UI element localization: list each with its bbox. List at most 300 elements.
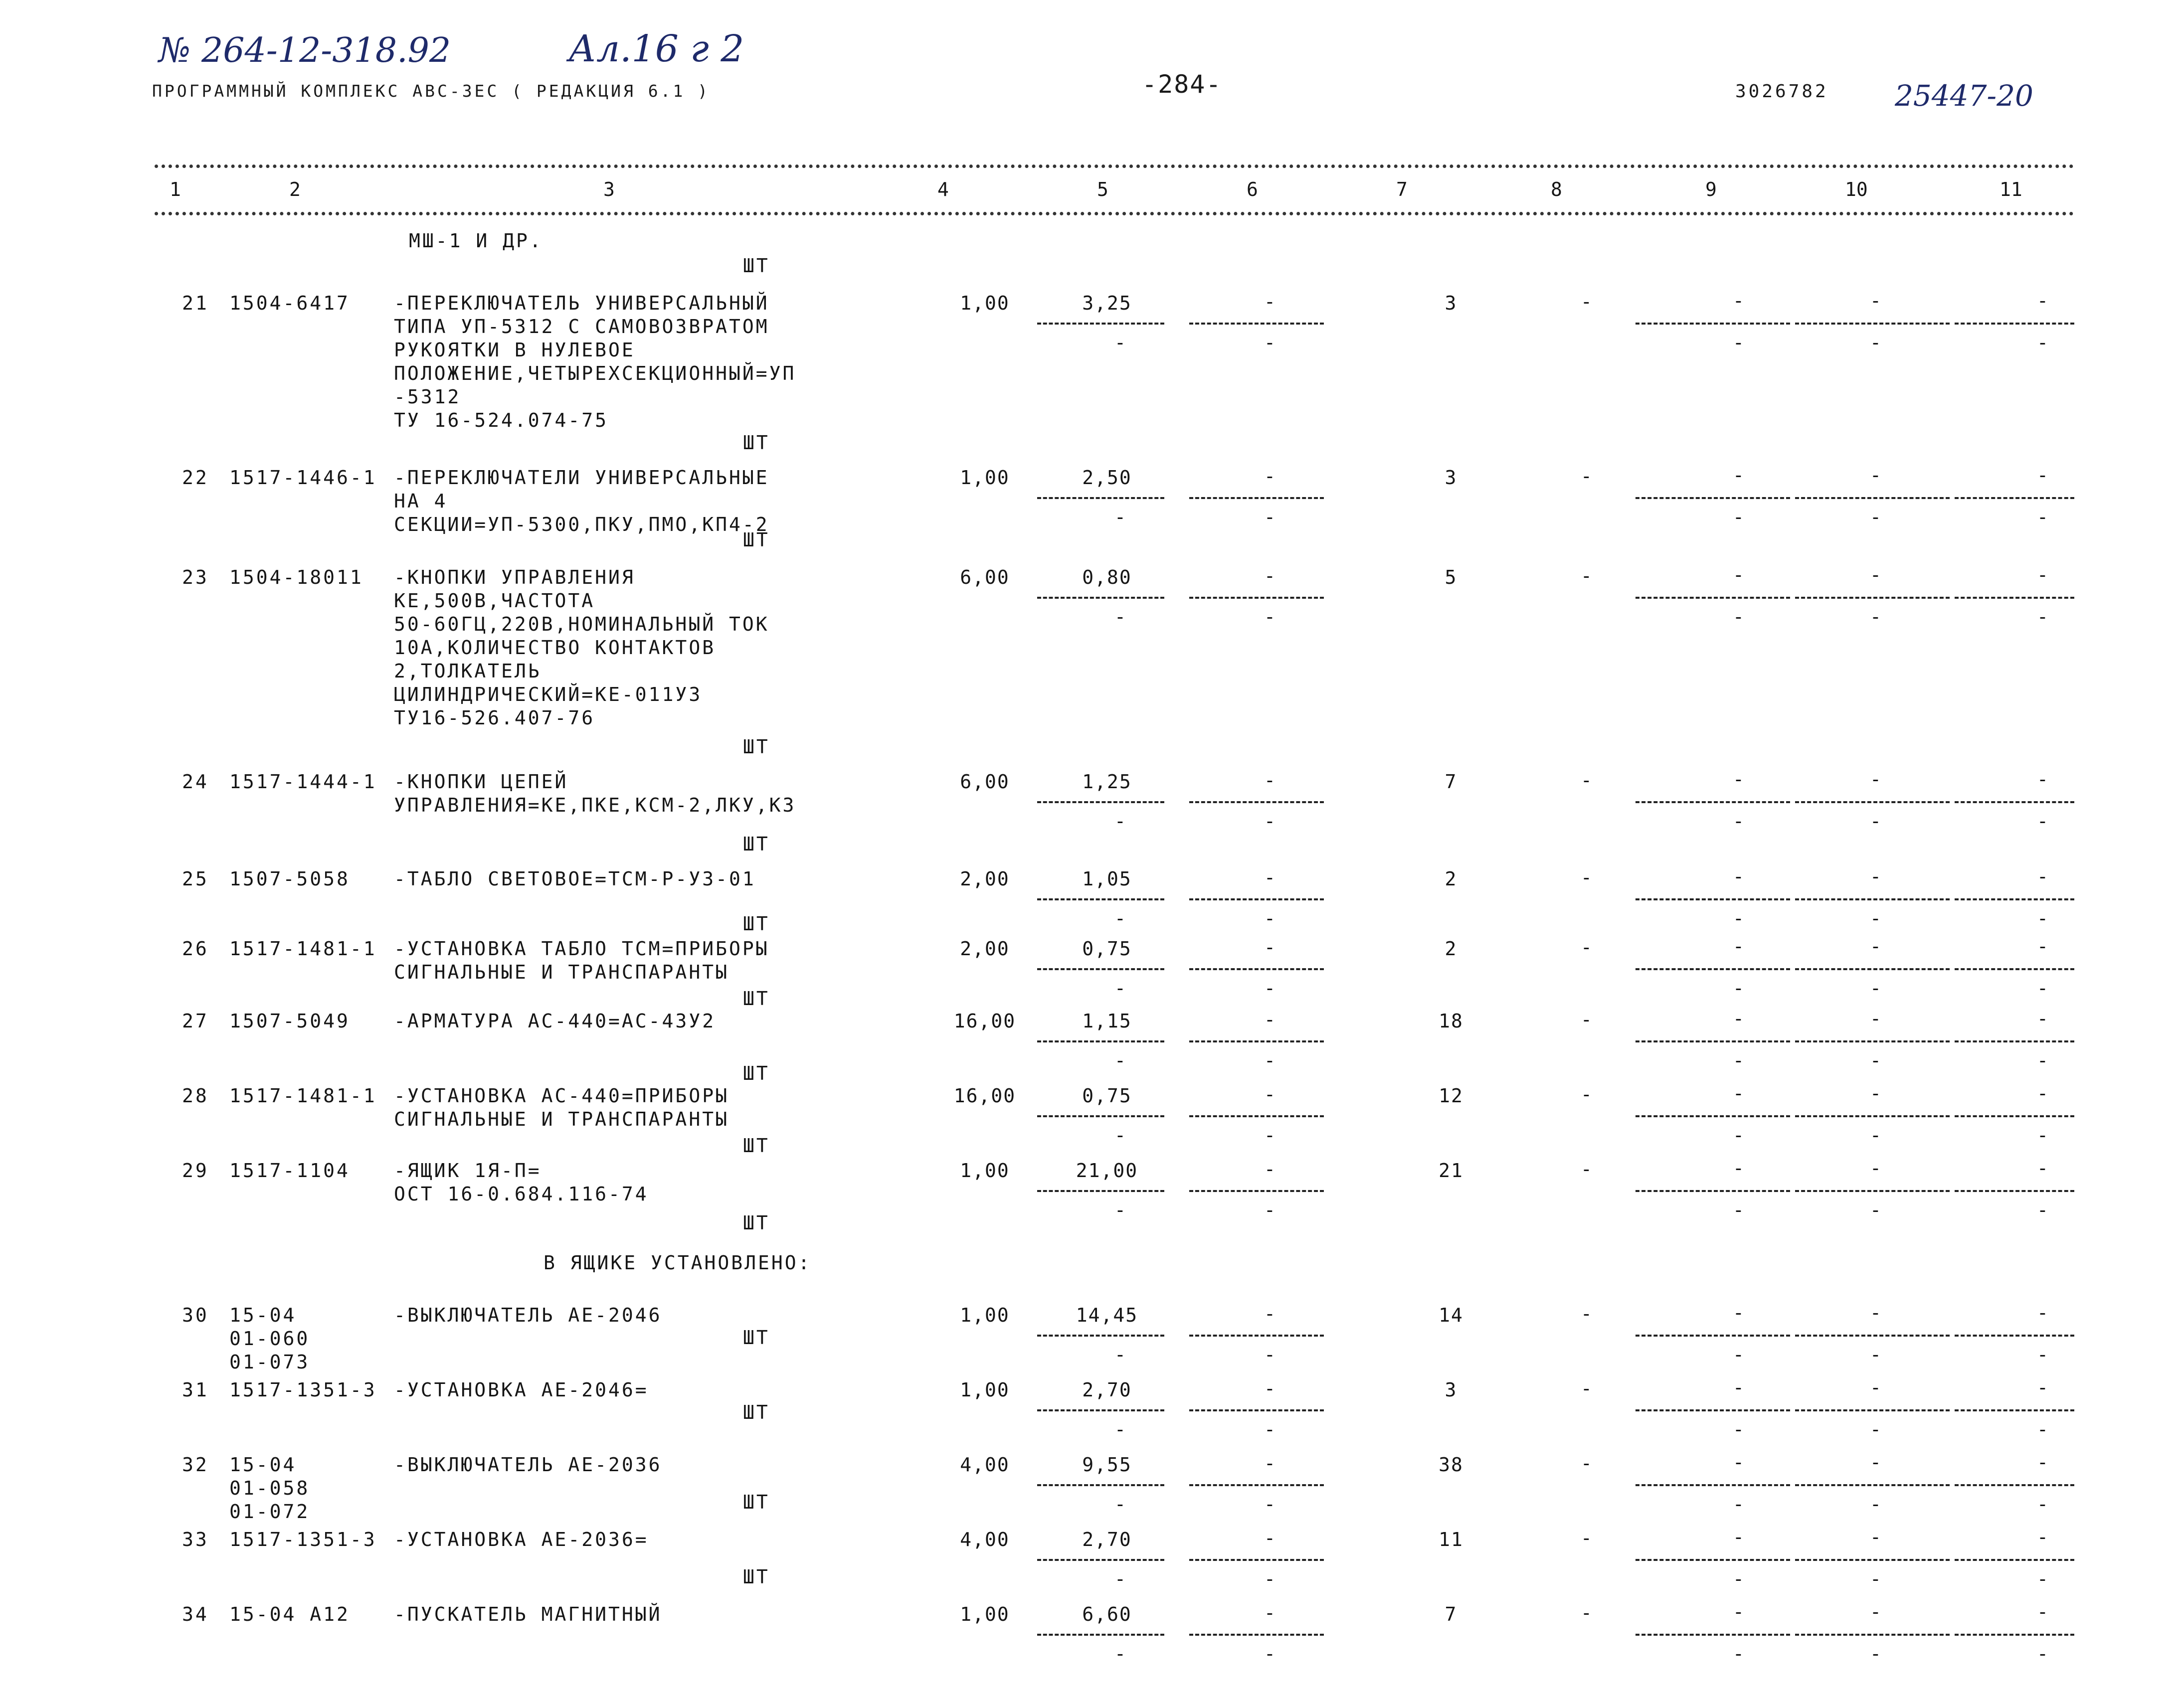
row-cell-value: -: [1870, 935, 1881, 957]
row-quantity: 1,00: [960, 1304, 1010, 1326]
row-code: 1517-1104: [229, 1160, 350, 1182]
row-cell-value: -: [2037, 768, 2048, 790]
row-lower-value: -: [1733, 977, 1744, 999]
row-lower-value: -: [1114, 1493, 1126, 1515]
unit-label: ШТ: [743, 529, 770, 551]
fraction-line: [1037, 1190, 1164, 1192]
row-cell-value: -: [1870, 1376, 1881, 1398]
fraction-line: [1037, 1484, 1164, 1486]
row-quantity: 16,00: [953, 1010, 1016, 1032]
unit-label: ШТ: [743, 255, 770, 277]
row-cell-value: -: [1870, 1451, 1881, 1473]
row-lower-value: -: [2037, 810, 2048, 832]
row-lower-value: -: [1264, 506, 1275, 528]
row-quantity: 2,00: [960, 868, 1010, 890]
row-lower-value: -: [1870, 907, 1881, 929]
row-col6-value: -: [1264, 465, 1275, 487]
row-col8-value: -: [1581, 1377, 1592, 1399]
fraction-line: [1037, 1115, 1164, 1117]
row-cell-value: -: [1870, 464, 1881, 486]
row-lower-value: -: [1870, 606, 1881, 628]
page-number: -284-: [1142, 70, 1222, 99]
row-col6-value: -: [1264, 1303, 1275, 1325]
row-lower-value: -: [1114, 1199, 1126, 1221]
row-number: 28: [182, 1085, 209, 1107]
row-code: 1517-1481-1: [229, 938, 377, 960]
fraction-line: [1635, 497, 1790, 499]
row-lower-value: -: [1114, 1124, 1126, 1146]
unit-label: ШТ: [743, 1212, 770, 1234]
row-lower-value: -: [2037, 977, 2048, 999]
fraction-line: [1635, 801, 1790, 803]
fraction-line: [1955, 1040, 2074, 1042]
row-total: 14: [1439, 1304, 1463, 1326]
fraction-line: [1795, 1115, 1950, 1117]
row-lower-value: -: [2037, 1344, 2048, 1366]
row-description: -ПЕРЕКЛЮЧАТЕЛЬ УНИВЕРСАЛЬНЫЙ ТИПА УП-5312 С САМОВОЗВРАТОМ РУКОЯТКИ В НУЛЕВОЕ ПОЛОЖЕНИЕ,ЧЕТЫРЕХСЕКЦИОННЫЙ=УП -5312 ТУ 16-524.074-75: [394, 292, 796, 431]
header-rule-top: [155, 165, 2074, 168]
fraction-line: [1795, 497, 1950, 499]
row-cell-value: -: [2037, 1082, 2048, 1104]
row-col8-value: -: [1581, 1303, 1592, 1325]
row-cell-value: -: [1870, 1601, 1881, 1623]
row-col6-value: -: [1264, 769, 1275, 791]
section-note: В ЯЩИКЕ УСТАНОВЛЕНО:: [544, 1252, 812, 1274]
row-price: 9,55: [1082, 1454, 1132, 1476]
row-lower-value: -: [1870, 506, 1881, 528]
row-number: 27: [182, 1010, 209, 1032]
row-col8-value: -: [1581, 565, 1592, 587]
row-total: 3: [1445, 292, 1457, 314]
row-lower-value: -: [1870, 977, 1881, 999]
row-cell-value: -: [1870, 865, 1881, 887]
row-col6-value: -: [1264, 1158, 1275, 1180]
row-cell-value: -: [1733, 1601, 1744, 1623]
fraction-line: [1635, 968, 1790, 970]
row-number: 26: [182, 938, 209, 960]
fraction-line: [1795, 898, 1950, 900]
row-col8-value: -: [1581, 465, 1592, 487]
row-total: 12: [1439, 1085, 1463, 1107]
unit-label: ШТ: [743, 736, 770, 758]
row-description: -ВЫКЛЮЧАТЕЛЬ АЕ-2036: [394, 1454, 662, 1476]
col-num-6: 6: [1247, 178, 1258, 200]
print-code: 3026782: [1735, 81, 1828, 102]
row-cell-value: -: [1733, 865, 1744, 887]
fraction-line: [1955, 1484, 2074, 1486]
fraction-line: [1955, 1409, 2074, 1411]
col-num-5: 5: [1097, 178, 1108, 200]
row-number: 21: [182, 292, 209, 314]
row-col6-value: -: [1264, 1527, 1275, 1549]
row-cell-value: -: [1870, 290, 1881, 312]
row-price: 3,25: [1082, 292, 1132, 314]
continuation-text: МШ-1 И ДР.: [409, 230, 543, 252]
row-description: -ВЫКЛЮЧАТЕЛЬ АЕ-2046: [394, 1304, 662, 1326]
row-cell-value: -: [2037, 1008, 2048, 1029]
fraction-line: [1189, 497, 1324, 499]
fraction-line: [1955, 801, 2074, 803]
row-col8-value: -: [1581, 1602, 1592, 1624]
unit-label: ШТ: [743, 432, 770, 454]
col-num-7: 7: [1396, 178, 1408, 200]
row-code: 15-04 01-058 01-072: [229, 1454, 310, 1523]
row-col8-value: -: [1581, 291, 1592, 313]
fraction-line: [1037, 898, 1164, 900]
row-lower-value: -: [1264, 1568, 1275, 1590]
row-lower-value: -: [1114, 606, 1126, 628]
unit-label: ШТ: [743, 1327, 770, 1349]
row-cell-value: -: [1733, 564, 1744, 586]
row-lower-value: -: [1870, 1124, 1881, 1146]
row-lower-value: -: [2037, 907, 2048, 929]
col-num-4: 4: [937, 178, 949, 200]
fraction-line: [1795, 1190, 1950, 1192]
row-total: 2: [1445, 938, 1457, 960]
row-cell-value: -: [2037, 865, 2048, 887]
fraction-line: [1795, 1634, 1950, 1636]
row-total: 7: [1445, 771, 1457, 793]
fraction-line: [1037, 597, 1164, 599]
fraction-line: [1635, 1484, 1790, 1486]
row-lower-value: -: [1264, 810, 1275, 832]
row-lower-value: -: [1733, 1199, 1744, 1221]
col-num-11: 11: [1999, 178, 2022, 200]
handwritten-code: 25447-20: [1895, 79, 2033, 113]
fraction-line: [1635, 1115, 1790, 1117]
fraction-line: [1795, 1335, 1950, 1337]
row-col8-value: -: [1581, 1009, 1592, 1030]
unit-label: ШТ: [743, 913, 770, 935]
row-code: 1517-1444-1: [229, 771, 377, 793]
row-number: 24: [182, 771, 209, 793]
row-cell-value: -: [1733, 1008, 1744, 1029]
fraction-line: [1795, 801, 1950, 803]
row-lower-value: -: [1114, 907, 1126, 929]
row-total: 38: [1439, 1454, 1463, 1476]
row-cell-value: -: [1733, 935, 1744, 957]
row-lower-value: -: [2037, 1199, 2048, 1221]
row-lower-value: -: [1733, 1568, 1744, 1590]
row-total: 3: [1445, 467, 1457, 489]
row-col8-value: -: [1581, 1527, 1592, 1549]
row-quantity: 1,00: [960, 1379, 1010, 1401]
row-lower-value: -: [1870, 1199, 1881, 1221]
row-lower-value: -: [1264, 977, 1275, 999]
row-lower-value: -: [1264, 1493, 1275, 1515]
row-col6-value: -: [1264, 1452, 1275, 1474]
fraction-line: [1955, 898, 2074, 900]
row-lower-value: -: [1264, 606, 1275, 628]
row-description: -УСТАНОВКА ТАБЛО ТСМ=ПРИБОРЫ СИГНАЛЬНЫЕ И ТРАНСПАРАНТЫ: [394, 938, 769, 983]
fraction-line: [1795, 1559, 1950, 1561]
row-lower-value: -: [1733, 606, 1744, 628]
row-lower-value: -: [1264, 1199, 1275, 1221]
unit-label: ШТ: [743, 833, 770, 855]
row-cell-value: -: [2037, 1302, 2048, 1324]
fraction-line: [1795, 1409, 1950, 1411]
row-quantity: 2,00: [960, 938, 1010, 960]
row-cell-value: -: [1733, 768, 1744, 790]
fraction-line: [1189, 1115, 1324, 1117]
row-lower-value: -: [1870, 1493, 1881, 1515]
row-cell-value: -: [1733, 1157, 1744, 1179]
row-number: 32: [182, 1454, 209, 1476]
row-col6-value: -: [1264, 1377, 1275, 1399]
row-lower-value: -: [1264, 332, 1275, 353]
row-price: 1,25: [1082, 771, 1132, 793]
row-lower-value: -: [1114, 332, 1126, 353]
row-col8-value: -: [1581, 1158, 1592, 1180]
fraction-line: [1955, 1115, 2074, 1117]
unit-label: ШТ: [743, 1062, 770, 1084]
row-lower-value: -: [1114, 1344, 1126, 1366]
row-price: 0,80: [1082, 566, 1132, 588]
row-number: 29: [182, 1160, 209, 1182]
row-description: -КНОПКИ УПРАВЛЕНИЯ КЕ,500В,ЧАСТОТА 50-60ГЦ,220В,НОМИНАЛЬНЫЙ ТОК 10А,КОЛИЧЕСТВО КОНТАКТОВ 2,ТОЛКАТЕЛЬ ЦИЛИНДРИЧЕСКИЙ=КЕ-011У3 ТУ16-526.407-76: [394, 566, 769, 729]
fraction-line: [1795, 1484, 1950, 1486]
row-price: 2,70: [1082, 1529, 1132, 1550]
row-lower-value: -: [1870, 1049, 1881, 1071]
row-lower-value: -: [1870, 332, 1881, 353]
row-price: 2,70: [1082, 1379, 1132, 1401]
row-cell-value: -: [2037, 290, 2048, 312]
row-lower-value: -: [1114, 1568, 1126, 1590]
row-number: 22: [182, 467, 209, 489]
fraction-line: [1635, 1040, 1790, 1042]
row-lower-value: -: [1264, 1344, 1275, 1366]
fraction-line: [1795, 1040, 1950, 1042]
row-cell-value: -: [1870, 1082, 1881, 1104]
fraction-line: [1795, 968, 1950, 970]
row-price: 1,05: [1082, 868, 1132, 890]
fraction-line: [1037, 801, 1164, 803]
fraction-line: [1955, 1559, 2074, 1561]
row-description: -ЯЩИК 1Я-П= ОСТ 16-0.684.116-74: [394, 1160, 649, 1205]
row-cell-value: -: [1870, 768, 1881, 790]
fraction-line: [1635, 1409, 1790, 1411]
fraction-line: [1037, 968, 1164, 970]
row-lower-value: -: [2037, 1493, 2048, 1515]
fraction-line: [1635, 1559, 1790, 1561]
row-code: 1517-1481-1: [229, 1085, 377, 1107]
fraction-line: [1635, 323, 1790, 325]
fraction-line: [1955, 323, 2074, 325]
row-number: 31: [182, 1379, 209, 1401]
row-price: 6,60: [1082, 1603, 1132, 1625]
fraction-line: [1189, 1040, 1324, 1042]
row-cell-value: -: [1733, 1376, 1744, 1398]
handwritten-doc-number: № 264-12-318.92: [159, 31, 451, 70]
row-quantity: 1,00: [960, 1603, 1010, 1625]
row-lower-value: -: [1870, 1344, 1881, 1366]
row-number: 25: [182, 868, 209, 890]
row-description: -ПУСКАТЕЛЬ МАГНИТНЫЙ: [394, 1603, 662, 1625]
row-lower-value: -: [1264, 1418, 1275, 1440]
row-lower-value: -: [2037, 606, 2048, 628]
row-col8-value: -: [1581, 936, 1592, 958]
row-total: 11: [1439, 1529, 1463, 1550]
row-cell-value: -: [2037, 464, 2048, 486]
row-col6-value: -: [1264, 1083, 1275, 1105]
fraction-line: [1189, 597, 1324, 599]
row-price: 0,75: [1082, 1085, 1132, 1107]
fraction-line: [1189, 801, 1324, 803]
row-cell-value: -: [2037, 1526, 2048, 1548]
row-number: 34: [182, 1603, 209, 1625]
row-lower-value: -: [1114, 810, 1126, 832]
fraction-line: [1955, 968, 2074, 970]
row-code: 1517-1446-1: [229, 467, 377, 489]
row-code: 1504-6417: [229, 292, 350, 314]
fraction-line: [1189, 323, 1324, 325]
row-lower-value: -: [2037, 1124, 2048, 1146]
row-col8-value: -: [1581, 1083, 1592, 1105]
unit-label: ШТ: [743, 1491, 770, 1513]
fraction-line: [1189, 1190, 1324, 1192]
row-quantity: 6,00: [960, 771, 1010, 793]
row-total: 2: [1445, 868, 1457, 890]
col-num-3: 3: [603, 178, 615, 200]
fraction-line: [1189, 1409, 1324, 1411]
row-lower-value: -: [2037, 1049, 2048, 1071]
fraction-line: [1189, 1634, 1324, 1636]
row-description: -ПЕРЕКЛЮЧАТЕЛИ УНИВЕРСАЛЬНЫЕ НА 4 СЕКЦИИ=УП-5300,ПКУ,ПМО,КП4-2: [394, 467, 769, 535]
row-cell-value: -: [2037, 935, 2048, 957]
col-num-9: 9: [1705, 178, 1717, 200]
row-lower-value: -: [1114, 1418, 1126, 1440]
row-number: 23: [182, 566, 209, 588]
row-cell-value: -: [2037, 1451, 2048, 1473]
row-col6-value: -: [1264, 291, 1275, 313]
unit-label: ШТ: [743, 1401, 770, 1423]
row-lower-value: -: [1733, 1124, 1744, 1146]
row-price: 14,45: [1076, 1304, 1138, 1326]
row-lower-value: -: [1114, 1049, 1126, 1071]
unit-label: ШТ: [743, 988, 770, 1010]
row-quantity: 6,00: [960, 566, 1010, 588]
fraction-line: [1635, 1634, 1790, 1636]
row-code: 1507-5058: [229, 868, 350, 890]
row-lower-value: -: [1264, 1049, 1275, 1071]
row-lower-value: -: [1733, 1418, 1744, 1440]
row-cell-value: -: [2037, 564, 2048, 586]
row-lower-value: -: [1870, 1418, 1881, 1440]
row-cell-value: -: [1733, 1526, 1744, 1548]
row-cell-value: -: [2037, 1376, 2048, 1398]
row-lower-value: -: [1733, 810, 1744, 832]
row-col8-value: -: [1581, 866, 1592, 888]
row-lower-value: -: [2037, 1643, 2048, 1665]
row-cell-value: -: [1733, 464, 1744, 486]
row-quantity: 4,00: [960, 1529, 1010, 1550]
fraction-line: [1037, 1040, 1164, 1042]
row-quantity: 4,00: [960, 1454, 1010, 1476]
row-cell-value: -: [1733, 1451, 1744, 1473]
fraction-line: [1635, 597, 1790, 599]
fraction-line: [1955, 597, 2074, 599]
row-total: 18: [1439, 1010, 1463, 1032]
fraction-line: [1037, 1409, 1164, 1411]
row-lower-value: -: [1870, 1568, 1881, 1590]
row-lower-value: -: [1114, 1643, 1126, 1665]
row-col6-value: -: [1264, 866, 1275, 888]
header-rule-bottom: [155, 212, 2074, 215]
row-code: 1504-18011: [229, 566, 363, 588]
row-lower-value: -: [1264, 1643, 1275, 1665]
row-lower-value: -: [1264, 907, 1275, 929]
row-total: 5: [1445, 566, 1457, 588]
row-price: 2,50: [1082, 467, 1132, 489]
fraction-line: [1955, 1190, 2074, 1192]
row-description: -ТАБЛО СВЕТОВОЕ=ТСМ-Р-У3-01: [394, 868, 756, 890]
fraction-line: [1955, 497, 2074, 499]
row-lower-value: -: [2037, 1568, 2048, 1590]
col-num-10: 10: [1845, 178, 1868, 200]
unit-label: ШТ: [743, 1566, 770, 1588]
fraction-line: [1037, 1335, 1164, 1337]
row-description: -АРМАТУРА АС-440=АС-43У2: [394, 1010, 716, 1032]
col-num-8: 8: [1551, 178, 1562, 200]
row-lower-value: -: [1870, 810, 1881, 832]
fraction-line: [1037, 1634, 1164, 1636]
row-col8-value: -: [1581, 1452, 1592, 1474]
row-description: -КНОПКИ ЦЕПЕЙ УПРАВЛЕНИЯ=КЕ,ПКЕ,КСМ-2,ЛКУ,КЗ: [394, 771, 796, 816]
row-lower-value: -: [1733, 1493, 1744, 1515]
row-cell-value: -: [2037, 1601, 2048, 1623]
fraction-line: [1955, 1335, 2074, 1337]
row-number: 33: [182, 1529, 209, 1550]
row-lower-value: -: [1733, 332, 1744, 353]
fraction-line: [1635, 1190, 1790, 1192]
row-col6-value: -: [1264, 565, 1275, 587]
fraction-line: [1189, 1335, 1324, 1337]
row-cell-value: -: [1870, 1008, 1881, 1029]
row-lower-value: -: [1733, 1049, 1744, 1071]
row-cell-value: -: [1733, 1082, 1744, 1104]
fraction-line: [1795, 597, 1950, 599]
row-quantity: 16,00: [953, 1085, 1016, 1107]
row-description: -УСТАНОВКА АЕ-2046=: [394, 1379, 649, 1401]
row-total: 7: [1445, 1603, 1457, 1625]
row-lower-value: -: [1733, 506, 1744, 528]
fraction-line: [1795, 323, 1950, 325]
row-cell-value: -: [1733, 290, 1744, 312]
row-col6-value: -: [1264, 1009, 1275, 1030]
row-lower-value: -: [2037, 506, 2048, 528]
row-lower-value: -: [2037, 332, 2048, 353]
row-number: 30: [182, 1304, 209, 1326]
row-price: 21,00: [1076, 1160, 1138, 1182]
row-quantity: 1,00: [960, 467, 1010, 489]
fraction-line: [1037, 323, 1164, 325]
fraction-line: [1635, 898, 1790, 900]
fraction-line: [1189, 1484, 1324, 1486]
row-total: 3: [1445, 1379, 1457, 1401]
program-header: ПРОГРАММНЫЙ КОМПЛЕКС АВС-3ЕС ( РЕДАКЦИЯ 6.1 ): [152, 81, 711, 101]
fraction-line: [1189, 898, 1324, 900]
row-cell-value: -: [1870, 1302, 1881, 1324]
fraction-line: [1189, 968, 1324, 970]
row-description: -УСТАНОВКА АС-440=ПРИБОРЫ СИГНАЛЬНЫЕ И ТРАНСПАРАНТЫ: [394, 1085, 729, 1130]
row-cell-value: -: [1870, 1157, 1881, 1179]
row-code: 1517-1351-3: [229, 1529, 377, 1550]
row-lower-value: -: [1733, 1344, 1744, 1366]
row-cell-value: -: [2037, 1157, 2048, 1179]
row-code: 15-04 01-060 01-073: [229, 1304, 310, 1373]
row-col6-value: -: [1264, 1602, 1275, 1624]
row-price: 0,75: [1082, 938, 1132, 960]
